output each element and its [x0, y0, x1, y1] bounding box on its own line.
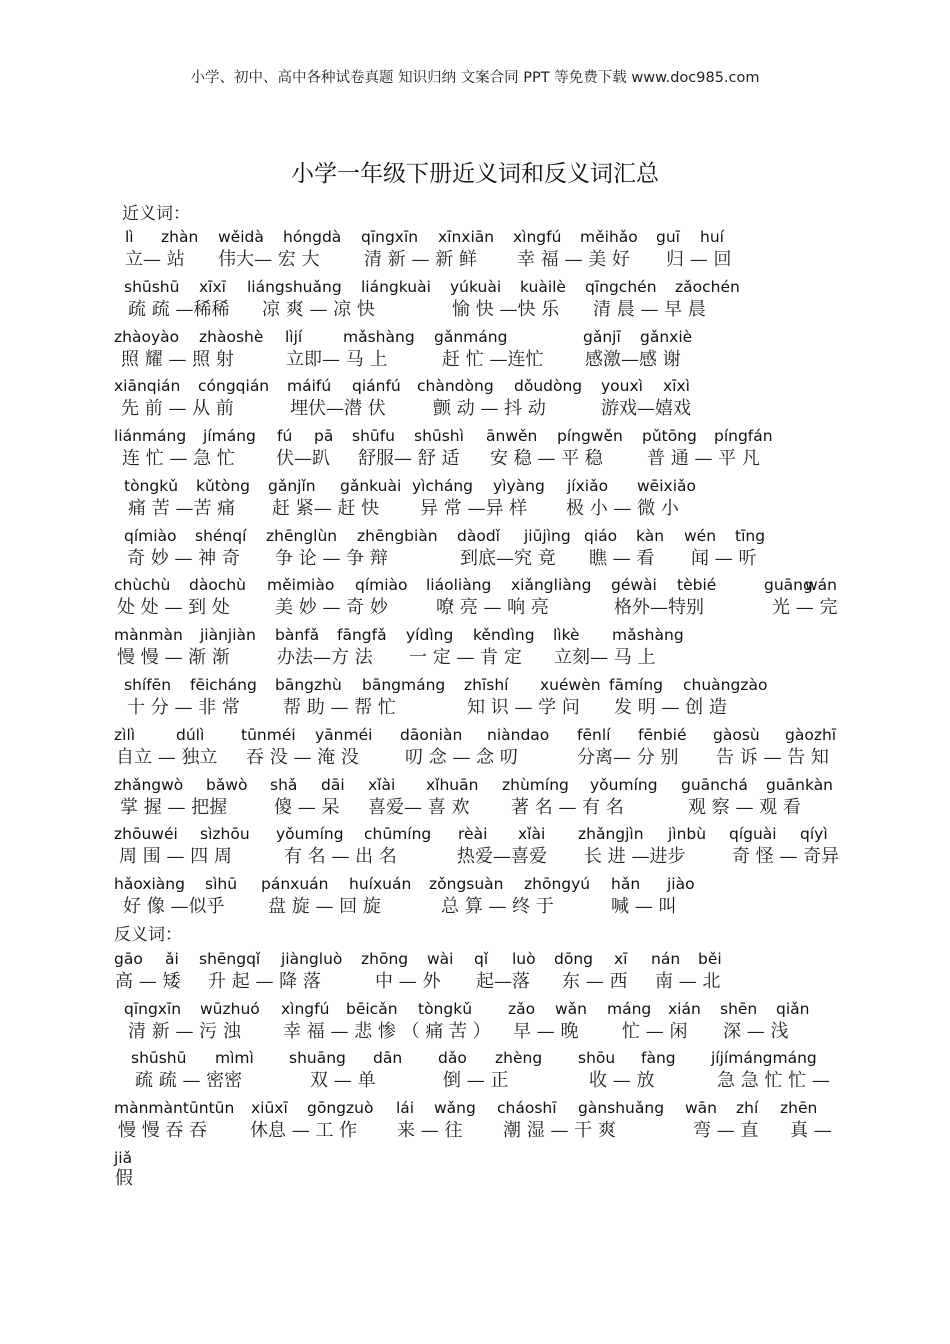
synonym-word-pair: 总 算 — 终 于	[441, 896, 554, 917]
pinyin-word: gǎnxiè	[640, 328, 693, 346]
pinyin-word: gāo	[114, 950, 143, 968]
pinyin-word: chūmíng	[364, 825, 432, 843]
synonyms-section-label: 近义词：	[122, 204, 190, 224]
pinyin-word: xián	[668, 1000, 701, 1018]
pinyin-word: qiánfú	[352, 377, 401, 395]
synonym-word-pair: 立— 站	[125, 249, 185, 270]
pinyin-word: kuàilè	[520, 278, 566, 296]
synonym-word-pair: 赶 忙 —连忙	[442, 349, 544, 370]
pinyin-word: dúlì	[176, 726, 205, 744]
synonym-word-pair: 清 晨 — 早 晨	[593, 299, 706, 320]
pinyin-word: měihǎo	[580, 228, 638, 246]
synonym-word-pair: 观 察 — 观 看	[688, 797, 801, 818]
pinyin-word: nán	[651, 950, 681, 968]
antonym-word-pair: 深 — 浅	[723, 1021, 789, 1042]
pinyin-word: zhǎngjìn	[578, 825, 644, 843]
pinyin-word: fēnlí	[577, 726, 611, 744]
pinyin-word: lái	[396, 1099, 415, 1117]
synonym-word-pair: 瞧 — 看	[589, 548, 655, 569]
pinyin-word: xuéwèn	[540, 676, 601, 694]
pinyin-word: fāmíng	[609, 676, 664, 694]
synonym-word-pair: 伟大— 宏 大	[218, 249, 320, 270]
pinyin-word: shífēn	[124, 676, 172, 694]
pinyin-word: xǐài	[368, 776, 396, 794]
antonym-word-pair: 清 新 — 污 浊	[128, 1021, 241, 1042]
pinyin-word: tīng	[735, 527, 766, 545]
pinyin-word: xǐhuān	[426, 776, 479, 794]
pinyin-word: qímiào	[355, 576, 408, 594]
pinyin-word: lì	[125, 228, 134, 246]
pinyin-word: wài	[427, 950, 454, 968]
synonym-word-pair: 奇 怪 — 奇异	[732, 846, 840, 867]
pinyin-word: hǎn	[611, 875, 641, 893]
pinyin-word: gǎnkuài	[340, 477, 402, 495]
pinyin-word: pā	[314, 427, 334, 445]
pinyin-word: shūshū	[131, 1049, 187, 1067]
pinyin-word: yǒumíng	[590, 776, 658, 794]
antonym-word-pair: 慢 慢 吞 吞	[118, 1120, 208, 1141]
pinyin-word: fēnbié	[638, 726, 687, 744]
pinyin-word: kěndìng	[473, 626, 535, 644]
synonym-word-pair: 自立 — 独立	[116, 747, 218, 768]
pinyin-word: wén	[684, 527, 717, 545]
pinyin-word: shuāng	[289, 1049, 346, 1067]
synonym-word-pair: 发 明 — 创 造	[614, 697, 727, 718]
pinyin-word: xiūxī	[251, 1099, 288, 1117]
pinyin-word: qīngxīn	[361, 228, 419, 246]
pinyin-word: luò	[512, 950, 536, 968]
pinyin-word: jíjímángmáng	[711, 1049, 817, 1067]
synonym-word-pair: 盘 旋 — 回 旋	[268, 896, 381, 917]
synonym-word-pair: 热爱—喜爱	[457, 846, 547, 867]
page-header-banner: 小学、初中、高中各种试卷真题 知识归纳 文案合同 PPT 等免费下载 www.doc985.com	[190, 70, 760, 86]
synonym-word-pair: 游戏—嬉戏	[601, 398, 691, 419]
pinyin-word: zhǎngwò	[114, 776, 184, 794]
antonym-word-pair: 起—落	[476, 971, 530, 992]
pinyin-word: jiūjìng	[524, 527, 571, 545]
pinyin-word: niàndao	[487, 726, 550, 744]
pinyin-word: yìcháng	[412, 477, 473, 495]
pinyin-word: dàodǐ	[457, 527, 500, 545]
synonym-word-pair: 痛 苦 —苦 痛	[128, 498, 236, 519]
pinyin-word: bāngmáng	[362, 676, 446, 694]
antonym-word-pair: 东 — 西	[562, 971, 628, 992]
pinyin-word: shūfu	[352, 427, 396, 445]
pinyin-word: wān	[685, 1099, 717, 1117]
pinyin-word: wēixiǎo	[637, 477, 696, 495]
pinyin-word: gōngzuò	[307, 1099, 374, 1117]
pinyin-word: kǔtòng	[196, 477, 251, 495]
pinyin-word: shūshì	[414, 427, 464, 445]
antonym-word-pair: 早 — 晚	[513, 1021, 579, 1042]
pinyin-word: jiànjiàn	[200, 626, 256, 644]
antonym-word-pair: 倒 — 正	[443, 1070, 509, 1091]
pinyin-word: máifú	[287, 377, 332, 395]
pinyin-word: zìlì	[114, 726, 136, 744]
synonym-word-pair: 幸 福 — 美 好	[517, 249, 630, 270]
pinyin-word: wán	[805, 576, 837, 594]
synonym-word-pair: 美 妙 — 奇 妙	[275, 597, 388, 618]
synonym-word-pair: 疏 疏 —稀稀	[128, 299, 230, 320]
pinyin-word: xìngfú	[281, 1000, 330, 1018]
pinyin-word: bāngzhù	[275, 676, 342, 694]
pinyin-word: liángkuài	[361, 278, 431, 296]
synonym-word-pair: 吞 没 — 淹 没	[246, 747, 359, 768]
pinyin-word: zhōng	[361, 950, 409, 968]
antonym-word-pair: 疏 疏 — 密密	[135, 1070, 243, 1091]
pinyin-word: jímáng	[203, 427, 256, 445]
pinyin-word: ǎi	[165, 950, 179, 968]
pinyin-word: gàozhī	[785, 726, 837, 744]
synonym-word-pair: 办法—方 法	[277, 647, 373, 668]
synonym-word-pair: 埋伏—潜 伏	[290, 398, 386, 419]
pinyin-word: shēngqǐ	[199, 950, 261, 968]
pinyin-word: gǎnmáng	[434, 328, 508, 346]
pinyin-word: gàosù	[713, 726, 760, 744]
pinyin-word: zhēnglùn	[266, 527, 338, 545]
pinyin-word: yídìng	[406, 626, 454, 644]
pinyin-word: xī	[614, 950, 628, 968]
document-title: 小学一年级下册近义词和反义词汇总	[291, 161, 659, 187]
pinyin-word: zhēngbiàn	[357, 527, 438, 545]
synonym-word-pair: 光 — 完	[772, 597, 838, 618]
pinyin-word: zhàoyào	[114, 328, 180, 346]
pinyin-word: shūshū	[124, 278, 180, 296]
synonym-word-pair: 好 像 —似乎	[123, 896, 225, 917]
synonym-word-pair: 知 识 — 学 问	[467, 697, 580, 718]
pinyin-word: dǎo	[438, 1049, 467, 1067]
pinyin-word: dàochù	[189, 576, 246, 594]
pinyin-word: fēicháng	[190, 676, 257, 694]
pinyin-word: dāoniàn	[400, 726, 463, 744]
pinyin-word: guānchá	[681, 776, 748, 794]
pinyin-word: jiǎ	[114, 1149, 133, 1167]
synonym-word-pair: 感激—感 谢	[585, 349, 681, 370]
pinyin-word: mànmàntūntūn	[114, 1099, 235, 1117]
pinyin-word: tūnméi	[241, 726, 296, 744]
synonym-word-pair: 格外—特别	[614, 597, 704, 618]
pinyin-word: qīngxīn	[124, 1000, 182, 1018]
pinyin-word: xǐài	[518, 825, 546, 843]
pinyin-word: cháoshī	[497, 1099, 557, 1117]
pinyin-word: géwài	[611, 576, 657, 594]
pinyin-word: yìyàng	[493, 477, 545, 495]
pinyin-word: zhèng	[495, 1049, 543, 1067]
synonym-word-pair: 颤 动 — 抖 动	[433, 398, 546, 419]
pinyin-word: zhùmíng	[502, 776, 569, 794]
pinyin-word: qíyì	[800, 825, 828, 843]
antonym-word-pair: 中 — 外	[375, 971, 441, 992]
synonym-word-pair: 一 定 — 肯 定	[409, 647, 522, 668]
pinyin-word: shōu	[578, 1049, 616, 1067]
pinyin-word: bǎwò	[206, 776, 248, 794]
synonym-word-pair: 有 名 — 出 名	[284, 846, 397, 867]
pinyin-word: měimiào	[267, 576, 335, 594]
pinyin-word: zhàn	[161, 228, 199, 246]
pinyin-word: rèài	[458, 825, 488, 843]
antonym-word-pair: 潮 湿 — 干 爽	[503, 1120, 616, 1141]
antonym-word-pair: 双 — 单	[310, 1070, 376, 1091]
pinyin-word: tòngkǔ	[418, 1000, 473, 1018]
antonym-word-pair: 真 —	[790, 1120, 832, 1141]
pinyin-word: jíxiǎo	[567, 477, 609, 495]
pinyin-word: zhīshí	[464, 676, 509, 694]
pinyin-word: zǒngsuàn	[429, 875, 504, 893]
pinyin-word: gǎnjǐn	[268, 477, 316, 495]
pinyin-word: jìnbù	[668, 825, 707, 843]
pinyin-word: běi	[698, 950, 722, 968]
synonym-word-pair: 异 常 —异 样	[420, 498, 528, 519]
synonym-word-pair: 叨 念 — 念 叨	[405, 747, 518, 768]
pinyin-word: fāngfǎ	[337, 626, 387, 644]
pinyin-word: chùchù	[114, 576, 171, 594]
pinyin-word: zhàoshè	[199, 328, 264, 346]
synonym-word-pair: 掌 握 — 把握	[120, 797, 228, 818]
pinyin-word: liánmáng	[114, 427, 187, 445]
pinyin-word: sìzhōu	[200, 825, 250, 843]
antonym-word-pair: 南 — 北	[655, 971, 721, 992]
synonym-word-pair: 舒服— 舒 适	[358, 448, 460, 469]
pinyin-word: yānméi	[315, 726, 373, 744]
pinyin-word: bànfǎ	[275, 626, 320, 644]
synonym-word-pair: 嘹 亮 — 响 亮	[436, 597, 549, 618]
pinyin-word: zhōuwéi	[114, 825, 178, 843]
pinyin-word: pánxuán	[261, 875, 329, 893]
pinyin-word: hóngdà	[283, 228, 342, 246]
pinyin-word: xīnxiān	[438, 228, 495, 246]
antonym-word-pair: 来 — 往	[397, 1120, 463, 1141]
pinyin-word: chuàngzào	[683, 676, 768, 694]
antonym-word-pair: 升 起 — 降 落	[208, 971, 321, 992]
pinyin-word: ānwěn	[486, 427, 538, 445]
pinyin-word: mǎshàng	[343, 328, 415, 346]
pinyin-word: yǒumíng	[276, 825, 344, 843]
synonym-word-pair: 慢 慢 — 渐 渐	[117, 647, 230, 668]
pinyin-word: liángshuǎng	[247, 278, 342, 296]
synonym-word-pair: 喊 — 叫	[611, 896, 677, 917]
pinyin-word: xìngfú	[513, 228, 562, 246]
pinyin-word: gànshuǎng	[578, 1099, 665, 1117]
pinyin-word: gǎnjī	[583, 328, 621, 346]
pinyin-word: tòngkǔ	[124, 477, 179, 495]
pinyin-word: shénqí	[195, 527, 247, 545]
pinyin-word: fú	[277, 427, 293, 445]
synonym-word-pair: 立刻— 马 上	[554, 647, 656, 668]
pinyin-word: lìjí	[285, 328, 303, 346]
pinyin-word: qīngchén	[585, 278, 657, 296]
pinyin-word: xiǎngliàng	[511, 576, 592, 594]
pinyin-word: pǔtōng	[642, 427, 697, 445]
antonym-word-pair: 忙 — 闲	[622, 1021, 688, 1042]
pinyin-word: zǎochén	[675, 278, 740, 296]
pinyin-word: cóngqián	[198, 377, 270, 395]
pinyin-word: guānkàn	[766, 776, 834, 794]
pinyin-word: lìkè	[553, 626, 580, 644]
pinyin-word: qǐ	[474, 950, 489, 968]
pinyin-word: zhōngyú	[524, 875, 591, 893]
synonym-word-pair: 立即— 马 上	[286, 349, 388, 370]
antonyms-section-label: 反义词：	[114, 925, 182, 945]
antonym-word-pair: 假	[115, 1168, 133, 1189]
pinyin-word: huíxuán	[349, 875, 412, 893]
pinyin-word: qíguài	[729, 825, 777, 843]
pinyin-word: mìmì	[215, 1049, 254, 1067]
pinyin-word: dōng	[554, 950, 593, 968]
pinyin-word: guī	[656, 228, 680, 246]
pinyin-word: dǒudòng	[514, 377, 583, 395]
synonym-word-pair: 闻 — 听	[691, 548, 757, 569]
pinyin-word: youxì	[601, 377, 643, 395]
synonym-word-pair: 安 稳 — 平 稳	[490, 448, 603, 469]
pinyin-word: xiānqián	[114, 377, 181, 395]
synonym-word-pair: 普 通 — 平 凡	[647, 448, 760, 469]
synonym-word-pair: 到底—究 竟	[460, 548, 556, 569]
pinyin-word: huí	[700, 228, 724, 246]
pinyin-word: mànmàn	[114, 626, 183, 644]
synonym-word-pair: 告 诉 — 告 知	[716, 747, 829, 768]
pinyin-word: shǎ	[270, 776, 298, 794]
synonym-word-pair: 伏—趴	[276, 448, 330, 469]
pinyin-word: bēicǎn	[346, 1000, 398, 1018]
antonym-word-pair: 弯 — 直	[693, 1120, 759, 1141]
pinyin-word: qiáo	[584, 527, 618, 545]
pinyin-word: xīxī	[199, 278, 226, 296]
synonym-word-pair: 傻 — 呆	[274, 797, 340, 818]
synonym-word-pair: 归 — 回	[666, 249, 732, 270]
pinyin-word: mǎshàng	[612, 626, 684, 644]
synonym-word-pair: 凉 爽 — 凉 快	[262, 299, 375, 320]
pinyin-word: sìhū	[205, 875, 238, 893]
pinyin-word: qímiào	[124, 527, 177, 545]
synonym-word-pair: 照 耀 — 照 射	[121, 349, 234, 370]
synonym-word-pair: 清 新 — 新 鲜	[364, 249, 477, 270]
pinyin-word: wǎn	[555, 1000, 587, 1018]
synonym-word-pair: 长 进 —进步	[584, 846, 686, 867]
antonym-word-pair: 急 急 忙 忙 —	[717, 1070, 830, 1091]
pinyin-word: dān	[373, 1049, 403, 1067]
pinyin-word: píngfán	[714, 427, 773, 445]
synonym-word-pair: 愉 快 —快 乐	[452, 299, 560, 320]
pinyin-word: tèbié	[677, 576, 717, 594]
synonym-word-pair: 赶 紧— 赶 快	[272, 498, 380, 519]
antonym-word-pair: 休息 — 工 作	[250, 1120, 358, 1141]
pinyin-word: jiàngluò	[281, 950, 343, 968]
pinyin-word: zhí	[736, 1099, 759, 1117]
synonym-word-pair: 先 前 — 从 前	[121, 398, 234, 419]
synonym-word-pair: 争 论 — 争 辩	[275, 548, 388, 569]
synonym-word-pair: 十 分 — 非 常	[127, 697, 240, 718]
pinyin-word: yúkuài	[450, 278, 502, 296]
pinyin-word: chàndòng	[417, 377, 494, 395]
pinyin-word: qiǎn	[776, 1000, 810, 1018]
synonym-word-pair: 连 忙 — 急 忙	[122, 448, 235, 469]
pinyin-word: liáoliàng	[426, 576, 492, 594]
synonym-word-pair: 帮 助 — 帮 忙	[283, 697, 396, 718]
pinyin-word: máng	[607, 1000, 652, 1018]
antonym-word-pair: 收 — 放	[589, 1070, 655, 1091]
pinyin-word: xīxì	[663, 377, 690, 395]
synonym-word-pair: 分离— 分 别	[577, 747, 679, 768]
pinyin-word: zǎo	[508, 1000, 536, 1018]
antonym-word-pair: 高 — 矮	[115, 971, 181, 992]
antonym-word-pair: 幸 福 — 悲 惨 （ 痛 苦 ）	[283, 1021, 491, 1042]
synonym-word-pair: 奇 妙 — 神 奇	[127, 548, 240, 569]
pinyin-word: jiào	[667, 875, 695, 893]
pinyin-word: kàn	[636, 527, 665, 545]
pinyin-word: píngwěn	[557, 427, 623, 445]
pinyin-word: zhēn	[780, 1099, 818, 1117]
synonym-word-pair: 著 名 — 有 名	[511, 797, 624, 818]
synonym-word-pair: 喜爱— 喜 欢	[368, 797, 470, 818]
pinyin-word: wūzhuó	[200, 1000, 260, 1018]
pinyin-word: shēn	[720, 1000, 758, 1018]
pinyin-word: wǎng	[434, 1099, 476, 1117]
synonym-word-pair: 周 围 — 四 周	[119, 846, 232, 867]
pinyin-word: hǎoxiàng	[114, 875, 185, 893]
synonym-word-pair: 处 处 — 到 处	[117, 597, 230, 618]
pinyin-word: wěidà	[218, 228, 264, 246]
pinyin-word: dāi	[321, 776, 345, 794]
synonym-word-pair: 极 小 — 微 小	[566, 498, 679, 519]
pinyin-word: guāng	[764, 576, 813, 594]
pinyin-word: fàng	[641, 1049, 676, 1067]
